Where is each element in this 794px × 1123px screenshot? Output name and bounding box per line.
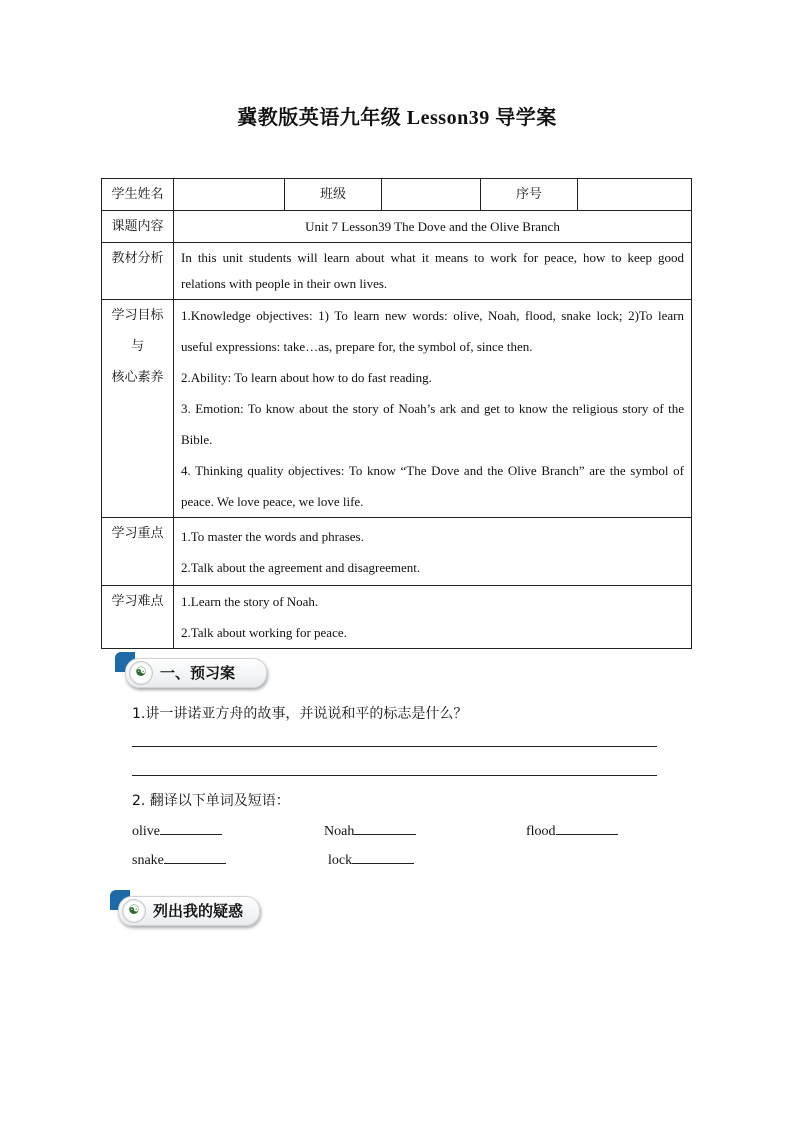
- analysis-value: In this unit students will learn about what it means to work for peace, how to keep good relations with people in their own lives.: [174, 243, 692, 300]
- name-cell: [174, 179, 285, 211]
- word-lock: [328, 849, 414, 869]
- goal-item: 2.Ability: To learn about how to do fast reading.: [181, 370, 432, 385]
- lesson-info-table: [101, 178, 692, 649]
- word-blank[interactable]: [352, 849, 414, 864]
- runner-icon: ☯: [129, 661, 153, 685]
- word-label: Noah: [324, 824, 355, 839]
- section-title: 一、预习案: [160, 664, 236, 682]
- word-flood: [526, 820, 618, 840]
- answer-line: [132, 746, 657, 747]
- difficult-item: 1.Learn the story of Noah.: [181, 594, 319, 609]
- topic-label: 课题内容: [102, 211, 174, 243]
- section-pill: [118, 896, 260, 926]
- key-label: 学习重点: [102, 518, 174, 586]
- goal-item: 1.Knowledge objectives: 1) To learn new words: olive, Noah, flood, snake lock; 2)To learn useful expressions: take…as, prepare for, the symbol of, since then.: [181, 308, 684, 354]
- word-snake: [132, 849, 226, 869]
- topic-value: Unit 7 Lesson39 The Dove and the Olive Branch: [174, 211, 692, 243]
- word-label: flood: [526, 824, 556, 839]
- number-label: 序号: [481, 179, 578, 211]
- goals-label: [102, 300, 174, 518]
- word-blank[interactable]: [164, 849, 226, 864]
- key-value: [174, 518, 692, 586]
- goals-label-line: 核心素养: [111, 370, 164, 385]
- key-item: 1.To master the words and phrases.: [181, 529, 364, 544]
- difficult-item: 2.Talk about working for peace.: [181, 625, 347, 640]
- word-noah: [324, 820, 416, 840]
- goals-label-line: 与: [130, 339, 144, 354]
- word-label: snake: [132, 853, 164, 868]
- word-olive: [132, 820, 222, 840]
- difficult-label: 学习难点: [102, 586, 174, 649]
- name-label: 学生姓名: [102, 179, 174, 211]
- runner-icon: ☯: [122, 899, 146, 923]
- goal-item: 3. Emotion: To know about the story of Noah’s ark and get to know the religious story of the Bible.: [181, 401, 684, 447]
- word-blank[interactable]: [354, 820, 416, 835]
- word-blank[interactable]: [160, 820, 222, 835]
- goal-item: 4. Thinking quality objectives: To know “The Dove and the Olive Branch” are the symbol of peace. We love peace, we love life.: [181, 463, 684, 509]
- section-preview-header: [115, 652, 270, 690]
- question-1: 1.讲一讲诺亚方舟的故事，并说说和平的标志是什么？: [132, 706, 468, 722]
- word-label: lock: [328, 853, 353, 868]
- analysis-label: 教材分析: [102, 243, 174, 300]
- class-label: 班级: [285, 179, 382, 211]
- section-pill: [125, 658, 267, 688]
- question-2: 2. 翻译以下单词及短语：: [132, 793, 290, 809]
- word-label: olive: [132, 824, 160, 839]
- word-blank[interactable]: [556, 820, 618, 835]
- key-item: 2.Talk about the agreement and disagreement.: [181, 560, 421, 575]
- goals-label-line: 学习目标: [111, 308, 164, 323]
- answer-line: [132, 775, 657, 776]
- goals-value: [174, 300, 692, 518]
- number-cell: [578, 179, 692, 211]
- section-title: 列出我的疑惑: [153, 902, 244, 920]
- page-title: 冀教版英语九年级 Lesson39 导学案: [237, 107, 557, 129]
- difficult-value: [174, 586, 692, 649]
- class-cell: [382, 179, 481, 211]
- section-questions-header: [115, 890, 265, 928]
